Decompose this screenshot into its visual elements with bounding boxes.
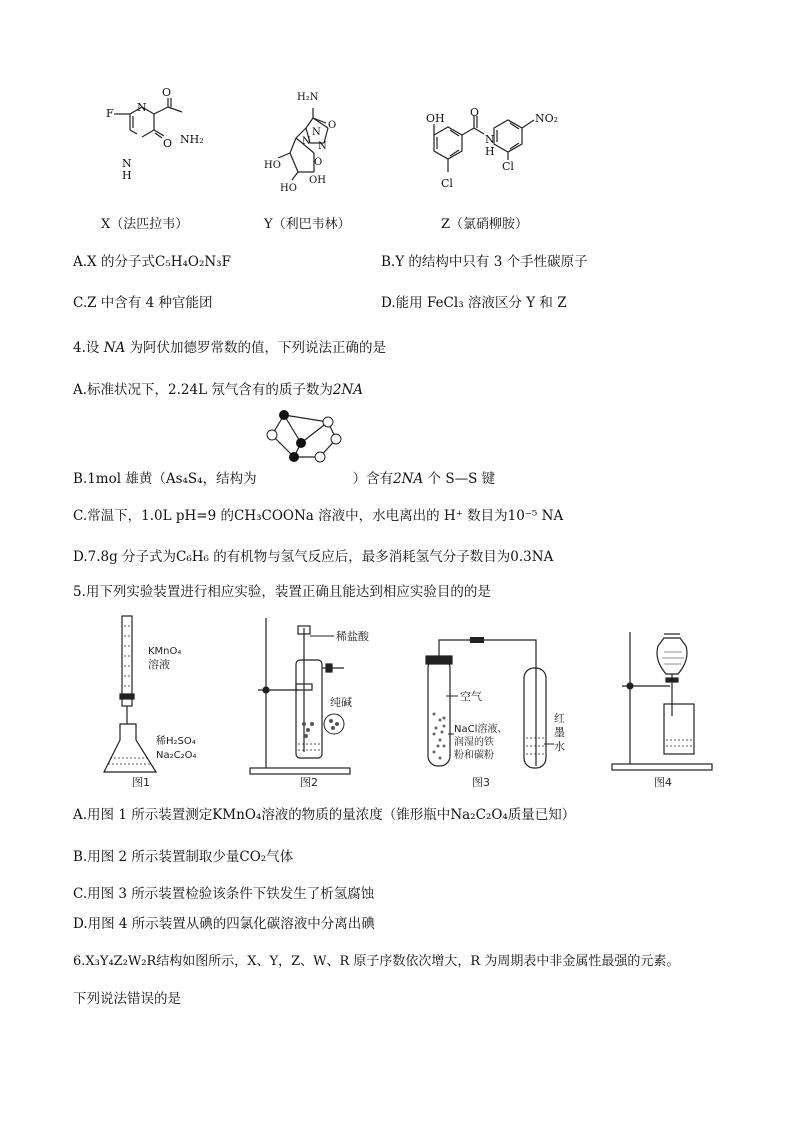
q3-option-d: D.能用 FeCl₃ 溶液区分 Y 和 Z [381, 295, 567, 311]
fig2-caption: 图2 [300, 776, 318, 789]
molecule-x-atom-o-amide: O [162, 86, 172, 99]
figure-4-separatory-funnel [608, 628, 718, 790]
molecule-y-ho-left: HO [264, 160, 281, 171]
q4-option-d: D.7.8g 分子式为C₆H₆ 的有机物与氢气反应后，最多消耗氢气分子数目为0.3NA [73, 549, 554, 565]
q3-option-c: C.Z 中含有 4 种官能团 [73, 295, 213, 311]
molecule-y-ho-bottom: HO [280, 183, 297, 194]
figure-2-gas-generator [246, 612, 396, 790]
fig3-label-line2: 润湿的铁 [454, 737, 494, 748]
q4-option-c: C.常温下，1.0L pH=9 的CH₃COONa 溶液中，水电离出的 H⁺ 数目为10⁻⁵ NA [73, 508, 564, 524]
molecule-x-structure [82, 98, 212, 198]
molecule-z-oh: OH [426, 112, 445, 125]
q5-option-c: C.用图 3 所示装置检验该条件下铁发生了析氢腐蚀 [73, 886, 375, 902]
fig1-label-solution: 溶液 [148, 658, 170, 671]
fig3-label-line1: NaCl溶液、 [454, 724, 508, 735]
q5-option-d: D.用图 4 所示装置从碘的四氯化碳溶液中分离出碘 [73, 916, 375, 932]
q5-stem: 5.用下列实验装置进行相应实验，装置正确且能达到相应实验目的的是 [73, 584, 491, 600]
fig3-label-air: 空气 [460, 690, 482, 703]
fig4-caption: 图4 [654, 776, 672, 789]
fig1-label-kmno4: KMnO₄ [148, 646, 182, 657]
molecule-z-cl-right: Cl [502, 160, 514, 173]
molecule-z-n: N [485, 133, 495, 146]
molecule-y-caption: Y（利巴韦林） [264, 217, 351, 232]
fig3-caption: 图3 [472, 776, 490, 789]
fig3-label-water: 水 [554, 740, 565, 753]
q4-option-a: A.标准状况下，2.24L 氖气含有的质子数为2NA [73, 382, 364, 398]
molecule-x-atom-h: H [122, 169, 132, 182]
fig1-label-oxalate: Na₂C₂O₄ [156, 750, 197, 761]
fig3-label-red: 红 [554, 712, 565, 725]
fig2-label-acid: 稀盐酸 [336, 630, 369, 643]
molecule-z-caption: Z（氯硝柳胺） [441, 217, 529, 232]
fig3-label-line3: 粉和碳粉 [454, 750, 494, 761]
fig3-label-ink: 墨 [554, 726, 565, 739]
molecule-x-atom-f: F [106, 107, 114, 120]
molecule-y-o-amide: O [328, 120, 337, 131]
q5-option-b: B.用图 2 所示装置制取少量CO₂气体 [73, 849, 294, 865]
molecule-x-atom-o: O [163, 137, 173, 150]
realgar-structure-diagram [256, 405, 352, 473]
fig1-caption: 图1 [132, 776, 150, 789]
fig2-label-soda: 纯碱 [330, 696, 352, 709]
molecule-x-atom-n-top: N [137, 101, 147, 114]
molecule-x-nh2: NH₂ [180, 133, 204, 146]
molecule-z-o: O [470, 106, 480, 119]
molecule-x-caption: X（法匹拉韦） [101, 217, 189, 232]
q4-option-b: B.1mol 雄黄（As₄S₄，结构为 ）含有2NA 个 S—S 键 [73, 471, 496, 487]
molecule-y-n2: N [302, 136, 311, 147]
molecule-z-cl-bottom: Cl [441, 177, 453, 190]
molecule-y-h2n: H₂N [297, 92, 319, 103]
q3-option-a: A.X 的分子式C₅H₄O₂N₃F [73, 254, 231, 270]
figure-3-corrosion [420, 634, 580, 790]
molecule-y-o-ring: O [314, 157, 323, 168]
molecule-y-n1: N [312, 127, 321, 138]
q5-option-a: A.用图 1 所示装置测定KMnO₄溶液的物质的量浓度（锥形瓶中Na₂C₂O₄质量已知） [73, 807, 576, 823]
molecule-x-atom-n-bottom: N [122, 157, 132, 170]
molecule-y-oh: OH [309, 175, 326, 186]
q6-stem: 6.X₃Y₄Z₂W₂R结构如图所示，X、Y，Z、W、R 原子序数依次增大，R 为周期表中非金属性最强的元素。 [73, 954, 680, 969]
molecule-y-n3: N [318, 141, 327, 152]
molecule-z-h: H [485, 145, 495, 158]
q6-stem-2: 下列说法错误的是 [73, 991, 181, 1007]
fig1-label-acid: 稀H₂SO₄ [156, 736, 196, 747]
molecule-z-no2: NO₂ [535, 112, 559, 125]
q3-option-b: B.Y 的结构中只有 3 个手性碳原子 [381, 254, 588, 270]
q4-stem: 4.设 NA 为阿伏加德罗常数的值，下列说法正确的是 [73, 340, 387, 356]
figure-1-titration [100, 612, 225, 790]
